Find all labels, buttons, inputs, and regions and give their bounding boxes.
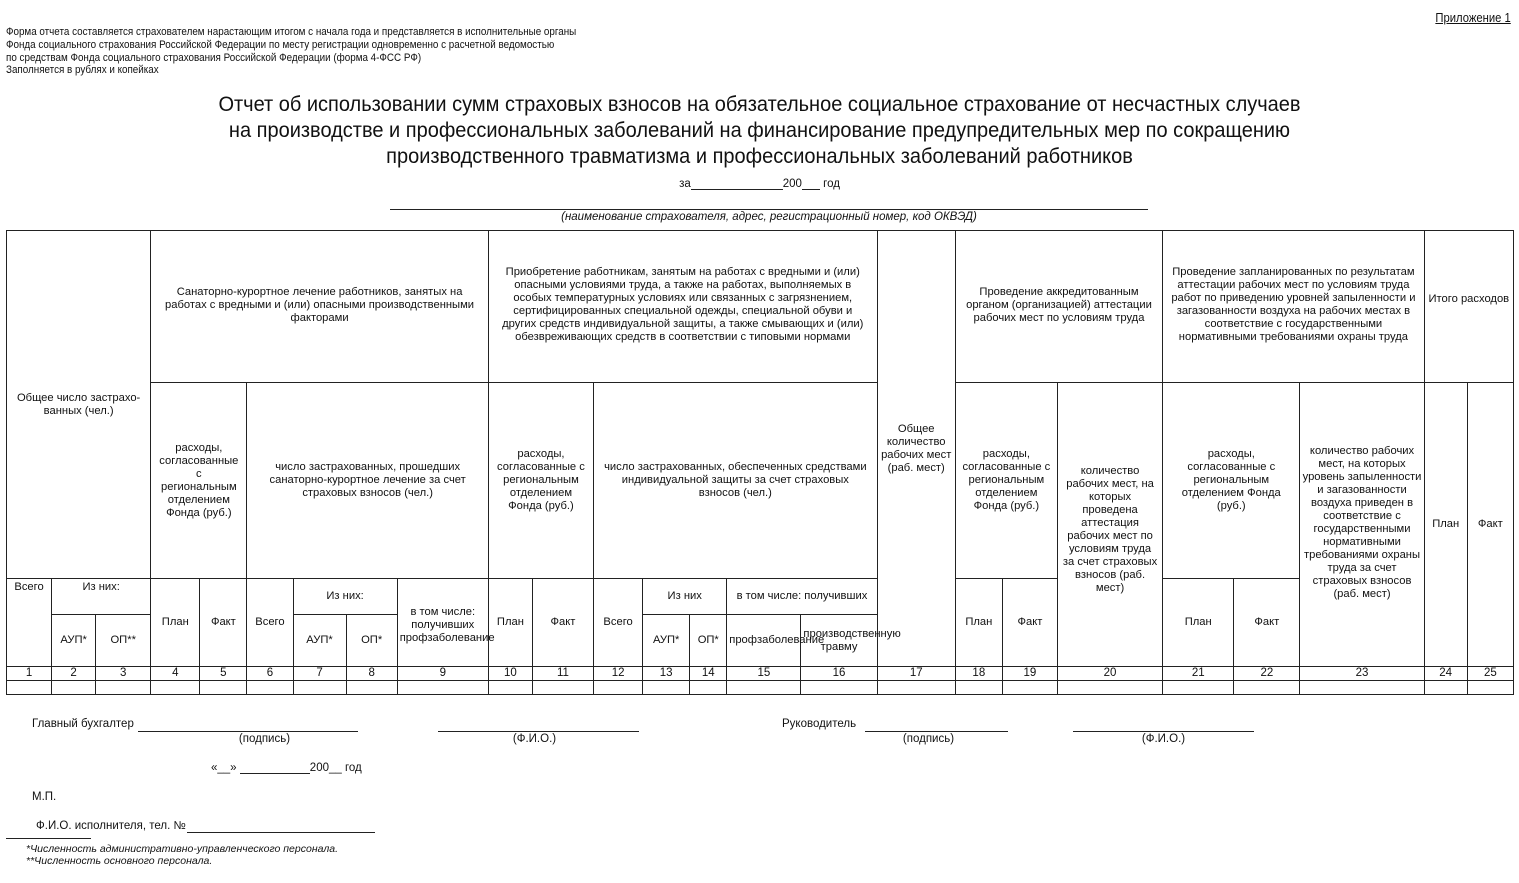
attestation-expenses-header: расходы, согласованные с региональным отделением Фонда (руб.) [955, 383, 1057, 579]
organization-caption: (наименование страхователя, адрес, регистрационный номер, код ОКВЭД) [561, 211, 977, 223]
col14-op-header: ОП* [690, 615, 727, 667]
sanatorium-treatment-header: Санаторно-курортное лечение работников, занятых на работах с вредными и (или) опасными производственными факторами [151, 231, 489, 383]
data-cell[interactable] [643, 681, 690, 695]
ppe-received-header: в том числе: получивших [727, 579, 877, 615]
organization-field[interactable] [390, 209, 1148, 210]
col22-fact-header: Факт [1234, 579, 1300, 667]
sanatorium-expenses-header: расходы, согласованные с региональным отделением Фонда (руб.) [151, 383, 247, 579]
executor-field[interactable] [187, 819, 375, 833]
data-cell[interactable] [52, 681, 96, 695]
column-number: 22 [1234, 667, 1300, 681]
san-of-them-header: Из них: [293, 579, 397, 615]
period-year: 200 [782, 178, 802, 190]
date-day: «__» [211, 762, 237, 774]
date-month-field[interactable] [240, 763, 310, 774]
col11-fact-header: Факт [532, 579, 593, 667]
data-cell[interactable] [1300, 681, 1424, 695]
col16-injury-header: производственную травму [801, 615, 877, 667]
data-cell[interactable] [96, 681, 151, 695]
footnote-op: **Численность основного персонала. [26, 855, 213, 867]
column-number: 8 [346, 667, 397, 681]
data-cell[interactable] [293, 681, 346, 695]
date-line [211, 762, 362, 774]
data-cell[interactable] [151, 681, 200, 695]
name-caption: (Ф.И.О.) [1141, 733, 1186, 745]
column-number: 11 [532, 667, 593, 681]
column-number: 7 [293, 667, 346, 681]
occ-disease-header: в том числе: получивших профзаболевание [397, 579, 488, 667]
column-number: 23 [1300, 667, 1424, 681]
col12-total-header: Всего [594, 579, 643, 667]
column-number: 19 [1002, 667, 1057, 681]
title-line: Отчет об использовании сумм страховых взносов на обязательное социальное страхование от несчастных случаев [218, 92, 1301, 116]
dust-gas-measures-header: Проведение запланированных по результатам аттестации рабочих мест по условиям труда работ по приведению уровней запыленности и загазованности воздуха на рабочих местах в соответствие с государственными нормативными требованиями охраны труда [1163, 231, 1424, 383]
column-number-row [7, 667, 1514, 681]
name-caption: (Ф.И.О.) [512, 733, 557, 745]
dust-expenses-header: расходы, согласованные с региональным отделением Фонда (руб.) [1163, 383, 1300, 579]
ppe-expenses-header: расходы, согласованные с региональным отделением Фонда (руб.) [488, 383, 593, 579]
column-number: 20 [1057, 667, 1162, 681]
total-plan-header: План [1424, 383, 1467, 667]
col3-op-header: ОП** [96, 615, 151, 667]
period-blank-field[interactable] [691, 177, 783, 190]
chief-accountant-label: Главный бухгалтер [32, 718, 134, 730]
report-title [0, 91, 1519, 169]
column-number: 12 [594, 667, 643, 681]
data-cell[interactable] [690, 681, 727, 695]
signature-caption: (подпись) [902, 733, 955, 745]
col19-fact-header: Факт [1002, 579, 1057, 667]
date-year: 200__ год [309, 762, 362, 774]
head-label: Руководитель [782, 718, 857, 730]
col4-plan-header: План [151, 579, 200, 667]
col7-aup-header: АУП* [293, 615, 346, 667]
data-cell[interactable] [1057, 681, 1162, 695]
total-workplaces-header: Общее количество рабочих мест (раб. мест) [877, 231, 955, 667]
stamp-placeholder: М.П. [32, 791, 57, 803]
column-number: 24 [1424, 667, 1467, 681]
col2-aup-header: АУП* [52, 615, 96, 667]
column-number: 13 [643, 667, 690, 681]
chief-accountant-name-field[interactable] [438, 718, 639, 732]
data-cell[interactable] [1002, 681, 1057, 695]
col5-fact-header: Факт [200, 579, 247, 667]
data-cell[interactable] [488, 681, 532, 695]
column-number: 1 [7, 667, 52, 681]
total-fact-header: Факт [1467, 383, 1513, 667]
data-cell[interactable] [397, 681, 488, 695]
data-cell[interactable] [1424, 681, 1467, 695]
instruction-line: Фонда социального страхования Российской Федерации по месту регистрации одновременно с расчетной ведомостью [6, 38, 555, 51]
column-number: 16 [801, 667, 877, 681]
column-number: 3 [96, 667, 151, 681]
period-suffix: год [823, 178, 840, 190]
executor-label: Ф.И.О. исполнителя, тел. № [36, 820, 186, 832]
sanatorium-count-header: число застрахованных, прошедших санаторно-курортное лечение за счет страховых взносов (чел.) [247, 383, 488, 579]
column-number: 4 [151, 667, 200, 681]
signature-caption: (подпись) [238, 733, 291, 745]
dust-count-header: количество рабочих мест, на которых уровень запыленности и загазованности воздуха приведен в соответствие с государственными нормативными требованиями охраны труда за счет страховых взносов (раб. мест) [1300, 383, 1424, 667]
data-cell[interactable] [801, 681, 877, 695]
data-cell[interactable] [532, 681, 593, 695]
instruction-line: по средствам Фонда социального страхования Российской Федерации (форма 4-ФСС РФ) [6, 51, 422, 64]
data-cell[interactable] [1163, 681, 1234, 695]
column-number: 14 [690, 667, 727, 681]
instruction-line: Заполняется в рублях и копейках [6, 64, 159, 77]
column-number: 17 [877, 667, 955, 681]
column-number: 18 [955, 667, 1002, 681]
column-number: 6 [247, 667, 293, 681]
data-cell[interactable] [594, 681, 643, 695]
footnote-divider [6, 838, 91, 839]
attestation-count-header: количество рабочих мест, на которых проведена аттестация рабочих мест по условиям труда за счет страховых взносов (раб. мест) [1057, 383, 1162, 667]
data-cell[interactable] [1234, 681, 1300, 695]
chief-accountant-signature-field[interactable] [138, 718, 358, 732]
head-name-field[interactable] [1073, 718, 1254, 732]
reporting-period [0, 177, 1519, 190]
appendix-label: Приложение 1 [1435, 11, 1511, 25]
data-cell[interactable] [955, 681, 1002, 695]
total-expenses-header: Итого расходов [1424, 231, 1513, 383]
col15-occ-disease-header: профзаболевание [727, 615, 801, 667]
data-cell[interactable] [1467, 681, 1513, 695]
title-line: производственного травматизма и профессиональных заболеваний работников [386, 144, 1133, 168]
col8-op-header: ОП* [346, 615, 397, 667]
data-cell[interactable] [727, 681, 801, 695]
insured-count-header: Общее число застрахо-ванных (чел.) [7, 231, 151, 579]
data-cell[interactable] [200, 681, 247, 695]
column-number: 10 [488, 667, 532, 681]
insured-of-them-header: Из них: [52, 579, 151, 615]
instruction-line: Форма отчета составляется страхователем нарастающим итогом с начала года и представляется в исполнительные органы [6, 26, 577, 38]
ppe-of-them-header: Из них [643, 579, 727, 615]
column-number: 15 [727, 667, 801, 681]
col10-plan-header: План [488, 579, 532, 667]
data-cell[interactable] [346, 681, 397, 695]
column-number: 2 [52, 667, 96, 681]
form-instructions [6, 26, 576, 77]
data-cell[interactable] [7, 681, 52, 695]
title-line: на производстве и профессиональных заболеваний на финансирование предупредительных мер по сокращению [228, 118, 1291, 142]
column-number: 9 [397, 667, 488, 681]
column-number: 5 [200, 667, 247, 681]
report-table [6, 230, 1514, 695]
data-cell[interactable] [877, 681, 955, 695]
column-number: 21 [1163, 667, 1234, 681]
col13-aup-header: АУП* [643, 615, 690, 667]
ppe-count-header: число застрахованных, обеспеченных средствами индивидуальной защиты за счет страховых взносов (чел.) [594, 383, 878, 579]
insured-total-header: Всего [7, 579, 52, 667]
col21-plan-header: План [1163, 579, 1234, 667]
column-number: 25 [1467, 667, 1513, 681]
year-blank-field[interactable] [802, 177, 820, 190]
data-cell[interactable] [247, 681, 293, 695]
head-signature-field[interactable] [865, 718, 1008, 732]
ppe-purchase-header: Приобретение работникам, занятым на работах с вредными и (или) опасными условиями труда, а также на работах, выполняемых в особых температурных условиях или связанных с загрязнением, сертифицированных специальной одежды, специальной обуви и других средств индивидуальной защиты, а также смывающих и (или) обезвреживающих средств в соответствии с типовыми нормами [488, 231, 877, 383]
period-prefix: за [679, 178, 691, 190]
footnote-aup: *Численность административно-управленческого персонала. [26, 843, 339, 855]
data-entry-row[interactable] [7, 681, 1514, 695]
attestation-header: Проведение аккредитованным органом (организацией) аттестации рабочих мест по условиям труда [955, 231, 1162, 383]
col18-plan-header: План [955, 579, 1002, 667]
col6-total-header: Всего [247, 579, 293, 667]
